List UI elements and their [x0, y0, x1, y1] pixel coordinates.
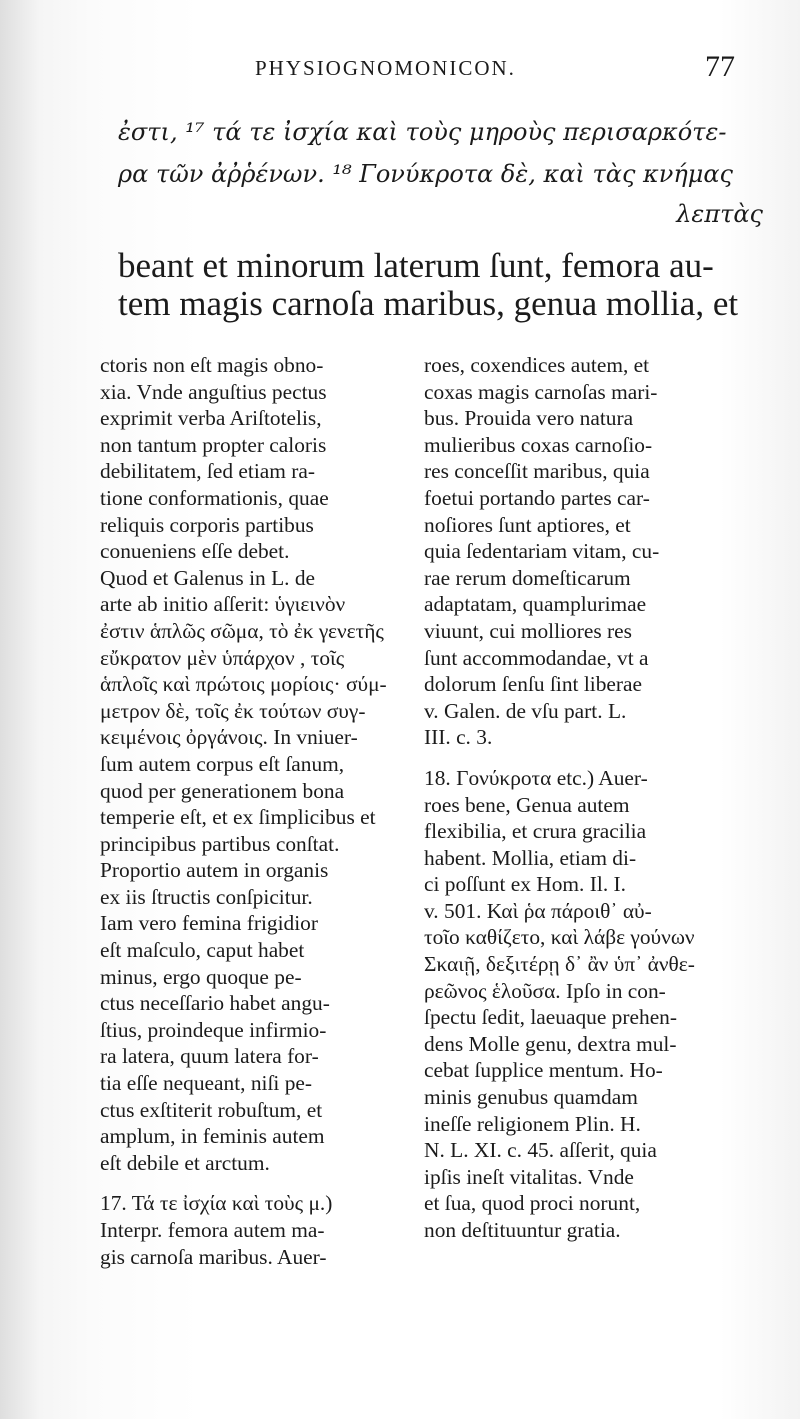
commentary-line: ex iis ſtructis conſpicitur. [100, 884, 313, 909]
commentary-line: ctus exſtiterit robuſtum, et [100, 1097, 323, 1122]
commentary-line: tione conformationis, quae [100, 485, 329, 510]
commentary-line: eſt debile et arctum. [100, 1150, 270, 1175]
commentary-line: tia eſſe nequeant, niſi pe- [100, 1071, 313, 1096]
commentary-line: cebat ſupplice mentum. Ho- [424, 1058, 663, 1083]
commentary-line: reliquis corporis partibus [100, 512, 314, 537]
page-number: 77 [705, 50, 735, 83]
commentary-line: τοῖο καθίζετο, καὶ λάβε γούνων [424, 925, 695, 950]
commentary-line: v. 501. Καὶ ῥα πάροιθ᾽ αὐ- [424, 898, 652, 923]
commentary-column-left [100, 352, 405, 1270]
commentary-line: Σκαιῇ, δεξιτέρῃ δ᾽ ἂν ὑπ᾽ ἀνθε- [424, 952, 695, 977]
commentary-line: 17. Τά τε ἰσχία καὶ τοὺς μ.) [100, 1191, 333, 1216]
commentary-line: amplum, in feminis autem [100, 1124, 325, 1149]
commentary-line: ſtius, proindeque infirmio- [100, 1017, 327, 1042]
commentary-line: ἐστιν ἁπλῶς σῶμα, τὸ ἐκ γενετῆς [100, 618, 384, 643]
running-head: PHYSIOGNOMONICON. [255, 56, 516, 80]
paragraph-gap [424, 751, 769, 765]
commentary-line: ci poſſunt ex Hom. Il. I. [424, 872, 626, 897]
commentary-line: rae rerum domeſticarum [424, 565, 631, 590]
commentary-line: eſt maſculo, caput habet [100, 938, 305, 963]
commentary-line: εὔκρατον μὲν ὑπάρχον , τοῖς [100, 645, 345, 670]
commentary-line: non tantum propter caloris [100, 432, 327, 457]
commentary-line: minus, ergo quoque pe- [100, 964, 302, 989]
commentary-line: debilitatem, ſed etiam ra- [100, 459, 316, 484]
commentary-line: N. L. XI. c. 45. aſſerit, quia [424, 1138, 657, 1163]
commentary-line: ſpectu ſedit, laeuaque prehen- [424, 1005, 678, 1030]
commentary-line: ρεῶνος ἑλοῦσα. Ipſo in con- [424, 978, 666, 1003]
commentary-line: v. Galen. de vſu part. L. [424, 698, 627, 723]
commentary-line: bus. Prouida vero natura [424, 406, 634, 431]
commentary-line: minis genubus quamdam [424, 1085, 638, 1110]
greek-text-line: ἐστι, ¹⁷ τά τε ἰσχία καὶ τοὺς μηροὺς περισαρκότε- [118, 118, 727, 146]
commentary-line: ſunt accommodandae, vt a [424, 645, 649, 670]
paragraph-gap [100, 1176, 405, 1190]
commentary-line: III. c. 3. [424, 725, 493, 750]
commentary-line: roes bene, Genua autem [424, 792, 630, 817]
commentary-line: arte ab initio aſſerit: ὑγιεινὸν [100, 592, 346, 617]
commentary-line: temperie eſt, et ex ſimplicibus et [100, 805, 376, 830]
commentary-line: adaptatam, quamplurimae [424, 592, 647, 617]
commentary-line: Quod et Galenus in L. de [100, 565, 316, 590]
commentary-line: mulieribus coxas carnoſio- [424, 432, 653, 457]
commentary-line: conueniens eſſe debet. [100, 539, 290, 564]
commentary-line: xia. Vnde anguſtius pectus [100, 379, 327, 404]
commentary-line: ipſis ineſt vitalitas. Vnde [424, 1164, 634, 1189]
commentary-line: foetui portando partes car- [424, 485, 650, 510]
commentary-line: et ſua, quod proci norunt, [424, 1191, 641, 1216]
commentary-line: κειμένοις ὀργάνοις. In vniuer- [100, 725, 358, 750]
latin-translation-line: tem magis carnoſa maribus, genua mollia, et [118, 284, 739, 323]
commentary-line: ctoris non eſt magis obno- [100, 353, 324, 377]
commentary-line: Proportio autem in organis [100, 858, 329, 883]
commentary-line: Interpr. femora autem ma- [100, 1218, 325, 1242]
commentary-column-right [424, 352, 769, 1244]
commentary-line: noſiores ſunt aptiores, et [424, 512, 631, 537]
commentary-line: non deſtituuntur gratia. [424, 1218, 621, 1242]
greek-text-line: ρα τῶν ἀῤῥένων. ¹⁸ Γονύκροτα δὲ, καὶ τὰς κνήμας [118, 160, 733, 188]
commentary-line: roes, coxendices autem, et [424, 353, 650, 377]
commentary-line: 18. Γονύκροτα etc.) Auer- [424, 765, 648, 790]
commentary-line: ctus neceſſario habet angu- [100, 991, 330, 1016]
commentary-line: res conceſſit maribus, quia [424, 459, 650, 484]
commentary-line: quod per generationem bona [100, 778, 345, 803]
commentary-line: quia ſedentariam vitam, cu- [424, 539, 660, 564]
commentary-line: ra latera, quum latera for- [100, 1044, 319, 1069]
commentary-line: ἁπλοῖς καὶ πρώτοις μορίοις· σύμ- [100, 672, 387, 697]
commentary-line: habent. Mollia, etiam di- [424, 845, 637, 870]
commentary-line: gis carnoſa maribus. Auer- [100, 1244, 327, 1269]
commentary-line: flexibilia, et crura gracilia [424, 819, 647, 844]
commentary-line: dolorum ſenſu ſint liberae [424, 672, 643, 697]
commentary-line: ineſſe religionem Plin. H. [424, 1111, 641, 1136]
commentary-line: ſum autem corpus eſt ſanum, [100, 751, 345, 776]
commentary-line: dens Molle genu, dextra mul- [424, 1031, 677, 1056]
commentary-line: Iam vero femina frigidior [100, 911, 318, 936]
greek-text-line: λεπτὰς [676, 200, 763, 228]
latin-translation-line: beant et minorum laterum ſunt, femora au- [118, 246, 714, 285]
commentary-line: exprimit verba Ariſtotelis, [100, 406, 322, 431]
commentary-line: principibus partibus conſtat. [100, 831, 340, 856]
commentary-line: viuunt, cui molliores res [424, 618, 632, 643]
commentary-line: coxas magis carnoſas mari- [424, 379, 658, 404]
commentary-line: μετρον δὲ, τοῖς ἐκ τούτων συγ- [100, 698, 366, 723]
